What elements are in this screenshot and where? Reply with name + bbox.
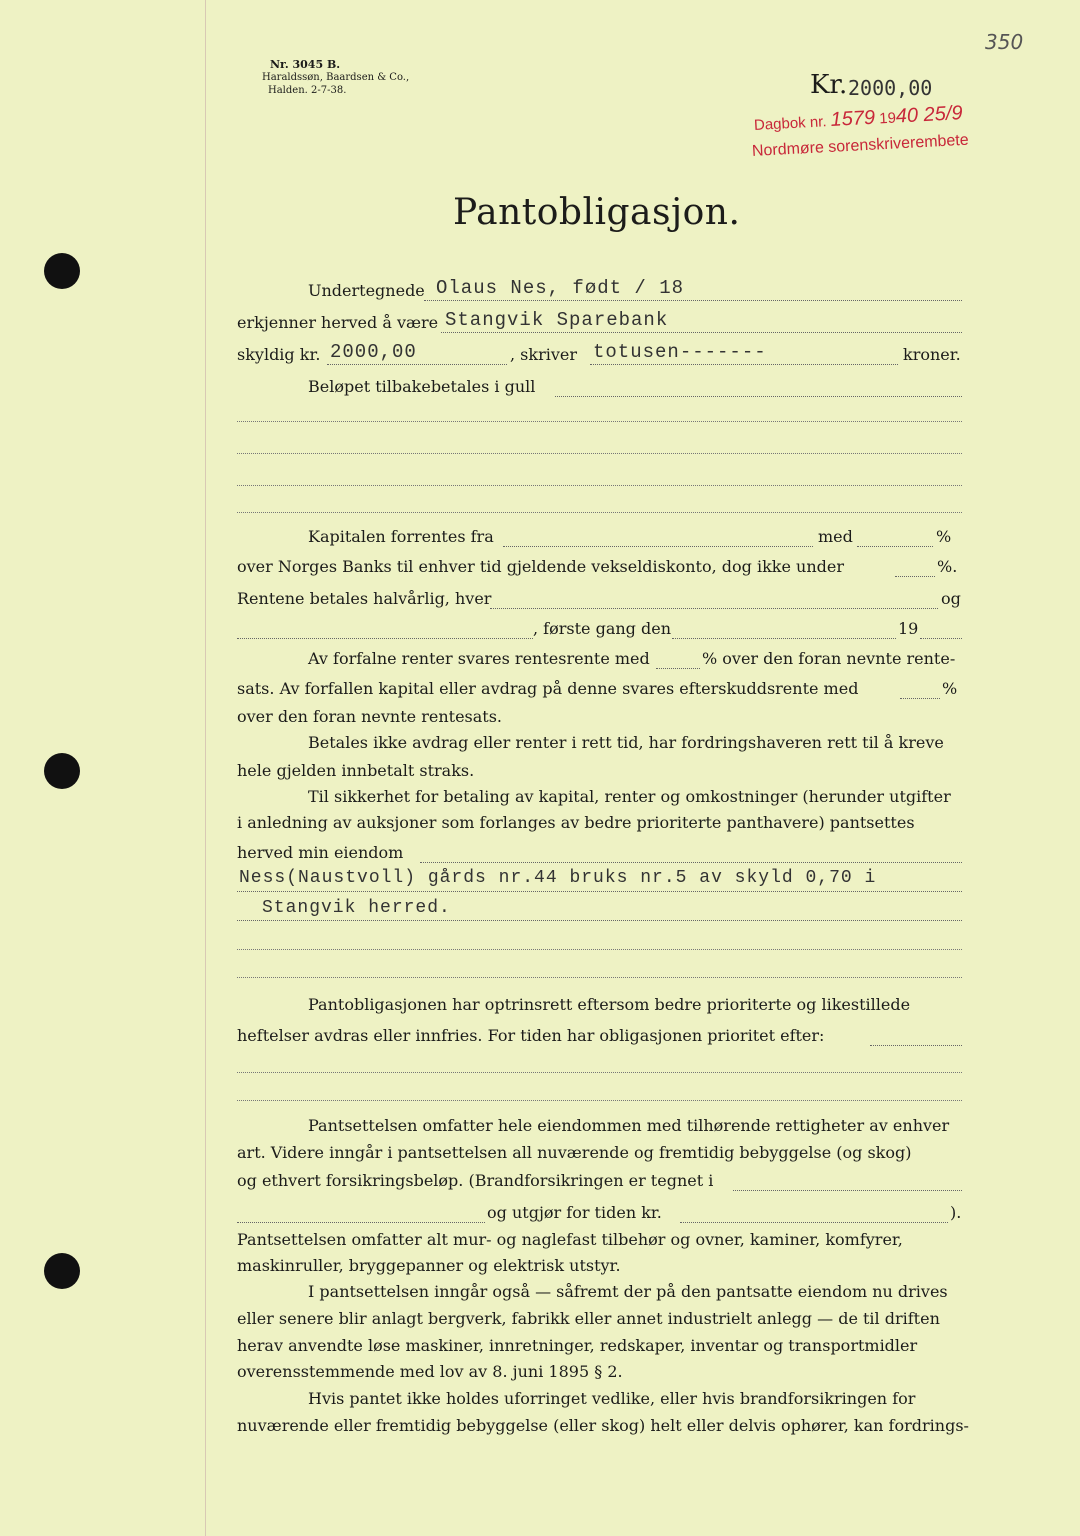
owes-amount: 2000,00 <box>330 341 417 363</box>
dotted-line <box>327 363 507 365</box>
property-line1: Ness(Naustvoll) gårds nr.44 bruks nr.5 av skyld 0,70 i <box>239 868 877 888</box>
undersigned-value: Olaus Nes, født / 18 <box>436 277 685 299</box>
interest-first-time: , første gang den <box>533 619 671 638</box>
scope-line1: Pantsettelsen omfatter hele eiendommen med tilhørende rettigheter av enhver <box>308 1116 950 1135</box>
interest-with-label: med <box>818 527 853 546</box>
property-line2: Stangvik herred. <box>262 898 451 918</box>
stamp-label: Dagbok nr. <box>753 113 827 134</box>
interest-year-prefix: 19 <box>898 619 919 638</box>
dotted-line <box>590 363 898 365</box>
punch-hole <box>44 253 80 289</box>
interest-from-label: Kapitalen forrentes fra <box>308 527 494 546</box>
industrial-line1: I pantsettelsen inngår også — såfremt der på den pantsatte eiendom nu drives <box>308 1282 948 1301</box>
blank-line <box>237 948 962 950</box>
security-line2: i anledning av auksjoner som forlanges av bedre prioriterte panthavere) pantsettes <box>237 813 915 832</box>
blank-line <box>237 420 962 422</box>
form-number: Nr. 3045 B. <box>270 58 341 71</box>
dotted-line <box>672 637 896 639</box>
dotted-line <box>237 637 533 639</box>
dotted-line <box>857 545 933 547</box>
dotted-line <box>680 1221 948 1223</box>
interest-line7: over den foran nevnte rentesats. <box>237 707 503 726</box>
priority-line1: Pantobligasjonen har optrinsrett eftersom bedre prioriterte og likestillede <box>308 995 911 1014</box>
percent-sign: %. <box>937 557 958 576</box>
undersigned-label: Undertegnede <box>308 281 425 300</box>
dotted-line <box>900 697 940 699</box>
printer-info <box>262 58 409 97</box>
interest-line2: over Norges Banks til enhver tid gjeldende vekseldiskonto, dog ikke under <box>237 557 844 576</box>
scope-line3: og ethvert forsikringsbeløp. (Brandforsikringen er tegnet i <box>237 1171 714 1190</box>
printer-name: Haraldssøn, Baardsen & Co., <box>262 72 410 83</box>
dotted-line <box>441 331 962 333</box>
creditor-value: Stangvik Sparebank <box>445 309 669 331</box>
dotted-line <box>424 299 962 301</box>
blank-line <box>237 511 962 513</box>
percent-sign: % <box>942 679 958 698</box>
dotted-line <box>870 1044 962 1046</box>
scope-line5: Pantsettelsen omfatter alt mur- og naglefast tilbehør og ovner, kaminer, komfyrer, <box>237 1230 903 1249</box>
interest-line5-b: % over den foran nevnte rente- <box>702 649 956 668</box>
scope-line6: maskinruller, bryggepanner og elektrisk utstyr. <box>237 1256 621 1275</box>
document-title: Pantobligasjon. <box>453 192 741 233</box>
dotted-line <box>490 607 938 609</box>
margin-line <box>205 0 206 1536</box>
industrial-line3: herav anvendte løse maskiner, innretninger, redskaper, inventar og transportmidler <box>237 1336 918 1355</box>
journal-stamp <box>753 102 963 136</box>
stamp-office: Nordmøre sorenskriverembete <box>751 131 970 160</box>
interest-and: og <box>941 589 961 608</box>
owes-label: skyldig kr. <box>237 345 321 364</box>
dotted-line <box>555 395 962 397</box>
page-number: 350 <box>985 30 1024 54</box>
default-line1: Betales ikke avdrag eller renter i rett tid, har fordringshaveren rett til å kreve <box>308 733 944 752</box>
stamp-year-label: 19 <box>878 109 897 128</box>
acknowledges-label: erkjenner herved å være <box>237 313 439 332</box>
industrial-line4: overensstemmende med lov av 8. juni 1895 § 2. <box>237 1362 623 1381</box>
dotted-line <box>237 919 962 921</box>
amount-value: 2000,00 <box>848 76 933 100</box>
interest-line5-a: Av forfalne renter svares rentesrente med <box>308 649 650 668</box>
maintenance-line1: Hvis pantet ikke holdes uforringet vedlike, eller hvis brandforsikringen for <box>308 1389 916 1408</box>
default-line2: hele gjelden innbetalt straks. <box>237 761 475 780</box>
blank-line <box>237 976 962 978</box>
industrial-line2: eller senere blir anlagt bergverk, fabrikk eller annet industrielt anlegg — de til driften <box>237 1309 940 1328</box>
percent-sign: % <box>936 527 952 546</box>
maintenance-line2: nuværende eller fremtidig bebyggelse (eller skog) helt eller delvis ophører, kan fordrings- <box>237 1416 969 1435</box>
blank-line <box>237 452 962 454</box>
dotted-line <box>237 890 962 892</box>
interest-line3: Rentene betales halvårlig, hver <box>237 589 492 608</box>
dotted-line <box>237 1221 485 1223</box>
security-line1: Til sikkerhet for betaling av kapital, renter og omkostninger (herunder utgifter <box>308 787 951 806</box>
dotted-line <box>503 545 813 547</box>
dotted-line <box>733 1189 962 1191</box>
writes-value: totusen------- <box>593 341 767 363</box>
dotted-line <box>420 861 962 863</box>
scope-line4-a: og utgjør for tiden kr. <box>487 1203 662 1222</box>
dotted-line <box>656 667 700 669</box>
writes-label: , skriver <box>510 345 577 364</box>
interest-line6: sats. Av forfallen kapital eller avdrag på denne svares efterskuddsrente med <box>237 679 859 698</box>
dotted-line <box>895 575 935 577</box>
security-line3: herved min eiendom <box>237 843 404 862</box>
priority-line2: heftelser avdras eller innfries. For tiden har obligasjonen prioritet efter: <box>237 1026 825 1045</box>
repaid-label: Beløpet tilbakebetales i gull <box>308 377 536 396</box>
amount-label: Kr. <box>810 70 848 100</box>
currency-label: kroner. <box>903 345 961 364</box>
blank-line <box>237 1071 962 1073</box>
stamp-journal-number: 1579 <box>830 106 876 131</box>
stamp-date: 40 25/9 <box>895 102 964 128</box>
scope-line2: art. Videre inngår i pantsettelsen all nuværende og fremtidig bebyggelse (og skog) <box>237 1143 912 1162</box>
punch-hole <box>44 753 80 789</box>
blank-line <box>237 484 962 486</box>
blank-line <box>237 1099 962 1101</box>
dotted-line <box>920 637 962 639</box>
printer-place-date: Halden. 2-7-38. <box>268 85 347 96</box>
punch-hole <box>44 1253 80 1289</box>
scope-line4-b: ). <box>950 1203 962 1222</box>
